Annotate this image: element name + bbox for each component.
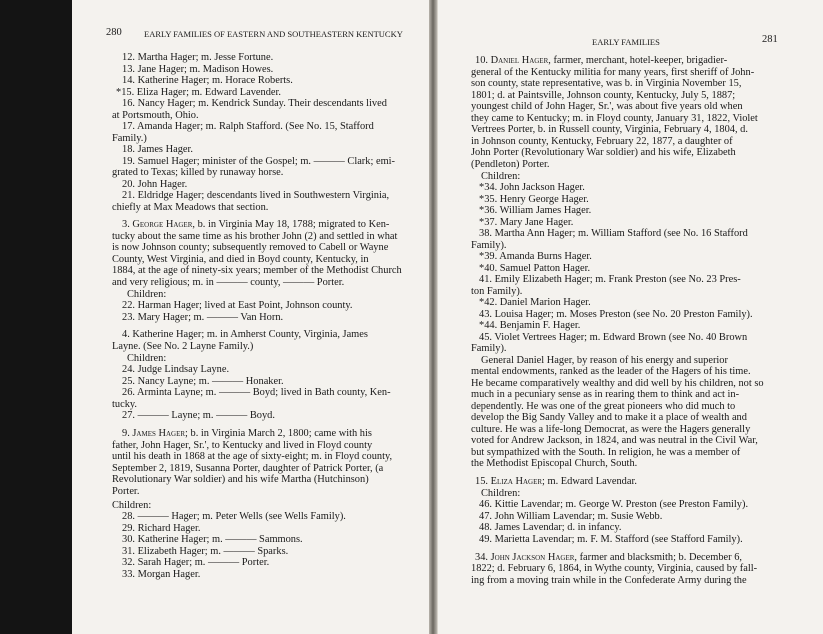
text-line: 26. Arminta Layne; m. ——— Boyd; lived in Bath county, Ken-: [122, 387, 391, 398]
text-line: chiefly at Max Meadows that section.: [112, 202, 269, 213]
text-line: 12. Martha Hager; m. Jesse Fortune.: [122, 52, 274, 63]
text-line: in Johnson county, Kentucky, February 22, 1877, a daughter of: [471, 136, 733, 147]
text-line: 33. Morgan Hager.: [122, 569, 201, 580]
text-line: mental endowments, ranked as the leader of the Hagers of his time.: [471, 366, 751, 377]
text-line: *15. Eliza Hager; m. Edward Lavender.: [116, 87, 282, 98]
text-line: 43. Louisa Hager; m. Moses Preston (see No. 20 Preston Family).: [479, 309, 753, 320]
text-line: at Portsmouth, Ohio.: [112, 110, 199, 121]
text-line: youngest child of John Hager, Sr.', was about five years old when: [471, 101, 743, 112]
text-line: He became comparatively wealthy and did well by his children, not so: [471, 378, 764, 389]
text-line: 45. Violet Vertrees Hager; m. Edward Brown (see No. 40 Brown: [479, 332, 748, 343]
text-line: 3. George Hager, b. in Virginia May 18, 1788; migrated to Ken-: [122, 219, 390, 230]
text-line: tucky.: [112, 399, 138, 410]
page-number: 280: [106, 27, 122, 38]
person-name: Daniel Hager: [490, 55, 549, 66]
text-line: is now Johnson county; subsequently removed to Cabell or Wayne: [112, 242, 389, 253]
text-line: 30. Katherine Hager; m. ——— Sammons.: [122, 534, 303, 545]
text-line: Children:: [481, 488, 521, 499]
text-line: 19. Samuel Hager; minister of the Gospel; m. ——— Clark; emi-: [122, 156, 395, 167]
left-page: [72, 0, 430, 634]
text-line: 4. Katherine Hager; m. in Amherst County, Virginia, James: [122, 329, 368, 340]
text-line: John Porter (Revolutionary War soldier) and his wife, Elizabeth: [471, 147, 736, 158]
text-line: general of the Kentucky militia for many years, first sheriff of John-: [471, 67, 755, 78]
running-header: EARLY FAMILIES OF EASTERN AND SOUTHEASTERN KENTUCKY: [144, 29, 403, 39]
text-line: *39. Amanda Burns Hager.: [479, 251, 592, 262]
text-line: and very religious; m. in ——— county, ——— Porter.: [112, 277, 345, 288]
text-line: 46. Kittie Lavendar; m. George W. Preston (see Preston Family).: [479, 499, 749, 510]
text-line: Children:: [127, 353, 167, 364]
text-line: *37. Mary Jane Hager.: [479, 217, 574, 228]
text-line: County, West Virginia, and died in Boyd county, Kentucky, in: [112, 254, 369, 265]
text-line: until his death in 1868 at the age of sixty-eight; m. in Floyd county,: [112, 451, 393, 462]
text-line: dependently. He was one of the great pioneers who did much to: [471, 401, 736, 412]
text-line: Children:: [127, 289, 167, 300]
text-line: Family.): [112, 133, 147, 144]
text-line: 34. John Jackson Hager, farmer and blacksmith; b. December 6,: [475, 552, 743, 563]
text-line: *36. William James Hager.: [479, 205, 592, 216]
text-line: grated to Texas; killed by runaway horse.: [112, 167, 284, 178]
text-line: Family).: [471, 240, 507, 251]
text-line: 23. Mary Hager; m. ——— Van Horn.: [122, 312, 284, 323]
text-line: 10. Daniel Hager, farmer, merchant, hotel-keeper, brigadier-: [475, 55, 728, 66]
text-line: voted for Andrew Jackson, in 1824, and was neutral in the Civil War,: [471, 435, 758, 446]
text-line: 18. James Hager.: [122, 144, 193, 155]
text-line: the Methodist Episcopal Church, South.: [471, 458, 638, 469]
person-name: James Hager: [132, 428, 186, 439]
text-line: Family).: [471, 343, 507, 354]
text-line: 20. John Hager.: [122, 179, 188, 190]
text-line: 14. Katherine Hager; m. Horace Roberts.: [122, 75, 293, 86]
text-line: *42. Daniel Marion Hager.: [479, 297, 591, 308]
text-line: 1822; d. February 6, 1864, in Wythe county, Virginia, caused by fall-: [471, 563, 758, 574]
text-line: tucky about the same time as his brother John (2) and settled in what: [112, 231, 398, 242]
text-line: 25. Nancy Layne; m. ——— Honaker.: [122, 376, 284, 387]
text-line: Children:: [481, 171, 521, 182]
text-line: 28. ——— Hager; m. Peter Wells (see Wells Family).: [122, 511, 346, 522]
text-line: 24. Judge Lindsay Layne.: [122, 364, 230, 375]
page-number: 281: [762, 34, 778, 45]
text-line: *34. John Jackson Hager.: [479, 182, 585, 193]
text-line: Children:: [112, 500, 152, 511]
text-line: 49. Marietta Lavendar; m. F. M. Stafford (see Stafford Family).: [479, 534, 743, 545]
text-line: 47. John William Lavendar; m. Susie Webb.: [479, 511, 663, 522]
running-header: EARLY FAMILIES: [592, 37, 660, 47]
text-line: 9. James Hager; b. in Virginia March 2, 1800; came with his: [122, 428, 372, 439]
book-gutter: [429, 0, 437, 634]
text-line: Layne. (See No. 2 Layne Family.): [112, 341, 254, 352]
text-line: develop the Big Sandy Valley and to make it a place of wealth and: [471, 412, 747, 423]
text-line: 16. Nancy Hager; m. Kendrick Sunday. Their descendants lived: [122, 98, 387, 109]
text-line: father, John Hager, Sr.', to Kentucky and lived in Floyd county: [112, 440, 373, 451]
text-line: they came to Kentucky; m. in Floyd county, January 31, 1822, Violet: [471, 113, 758, 124]
text-line: ton Family).: [471, 286, 523, 297]
text-line: 1884, at the age of ninety-six years; member of the Methodist Church: [112, 265, 402, 276]
text-line: *44. Benjamin F. Hager.: [479, 320, 581, 331]
person-name: John Jackson Hager: [490, 552, 575, 563]
text-line: September 2, 1819, Susanna Porter, daughter of Patrick Porter, (a: [112, 463, 384, 474]
text-line: Porter.: [112, 486, 140, 497]
text-line: 17. Amanda Hager; m. Ralph Stafford. (See No. 15, Stafford: [122, 121, 374, 132]
text-line: Revolutionary War soldier) and his wife Martha (Hutchinson): [112, 474, 369, 485]
text-line: culture. He was a life-long Democrat, as were the Hagers generally: [471, 424, 751, 435]
person-name: Eliza Hager: [490, 476, 543, 487]
text-line: ing from a moving train while in the Confederate Army during the: [471, 575, 747, 586]
text-line: 32. Sarah Hager; m. ——— Porter.: [122, 557, 270, 568]
text-line: General Daniel Hager, by reason of his energy and superior: [481, 355, 728, 366]
right-page: [437, 0, 823, 634]
text-line: 13. Jane Hager; m. Madison Howes.: [122, 64, 274, 75]
text-line: 41. Emily Elizabeth Hager; m. Frank Preston (see No. 23 Pres-: [479, 274, 741, 285]
text-line: 15. Eliza Hager; m. Edward Lavendar.: [475, 476, 637, 487]
text-line: 31. Elizabeth Hager; m. ——— Sparks.: [122, 546, 289, 557]
text-line: but sympathized with the South. In religion, he was a member of: [471, 447, 741, 458]
text-line: *35. Henry George Hager.: [479, 194, 589, 205]
text-line: Vertrees Porter, b. in Russell county, Virginia, February 4, 1804, d.: [471, 124, 748, 135]
text-line: 21. Eldridge Hager; descendants lived in Southwestern Virginia,: [122, 190, 390, 201]
text-line: 38. Martha Ann Hager; m. William Stafford (see No. 16 Stafford: [479, 228, 748, 239]
text-line: 22. Harman Hager; lived at East Point, Johnson county.: [122, 300, 353, 311]
text-line: 27. ——— Layne; m. ——— Boyd.: [122, 410, 275, 421]
text-line: 1801; d. at Paintsville, Johnson county, Kentucky, July 5, 1887;: [471, 90, 736, 101]
text-line: 29. Richard Hager.: [122, 523, 201, 534]
text-line: much in a pecuniary sense as in rearing them to think and act in-: [471, 389, 740, 400]
text-line: *40. Samuel Patton Hager.: [479, 263, 591, 274]
person-name: George Hager: [132, 219, 193, 230]
text-line: (Pendleton) Porter.: [471, 159, 550, 170]
text-line: 48. James Lavendar; d. in infancy.: [479, 522, 622, 533]
text-line: son county, state representative, was b. in Virginia November 15,: [471, 78, 742, 89]
